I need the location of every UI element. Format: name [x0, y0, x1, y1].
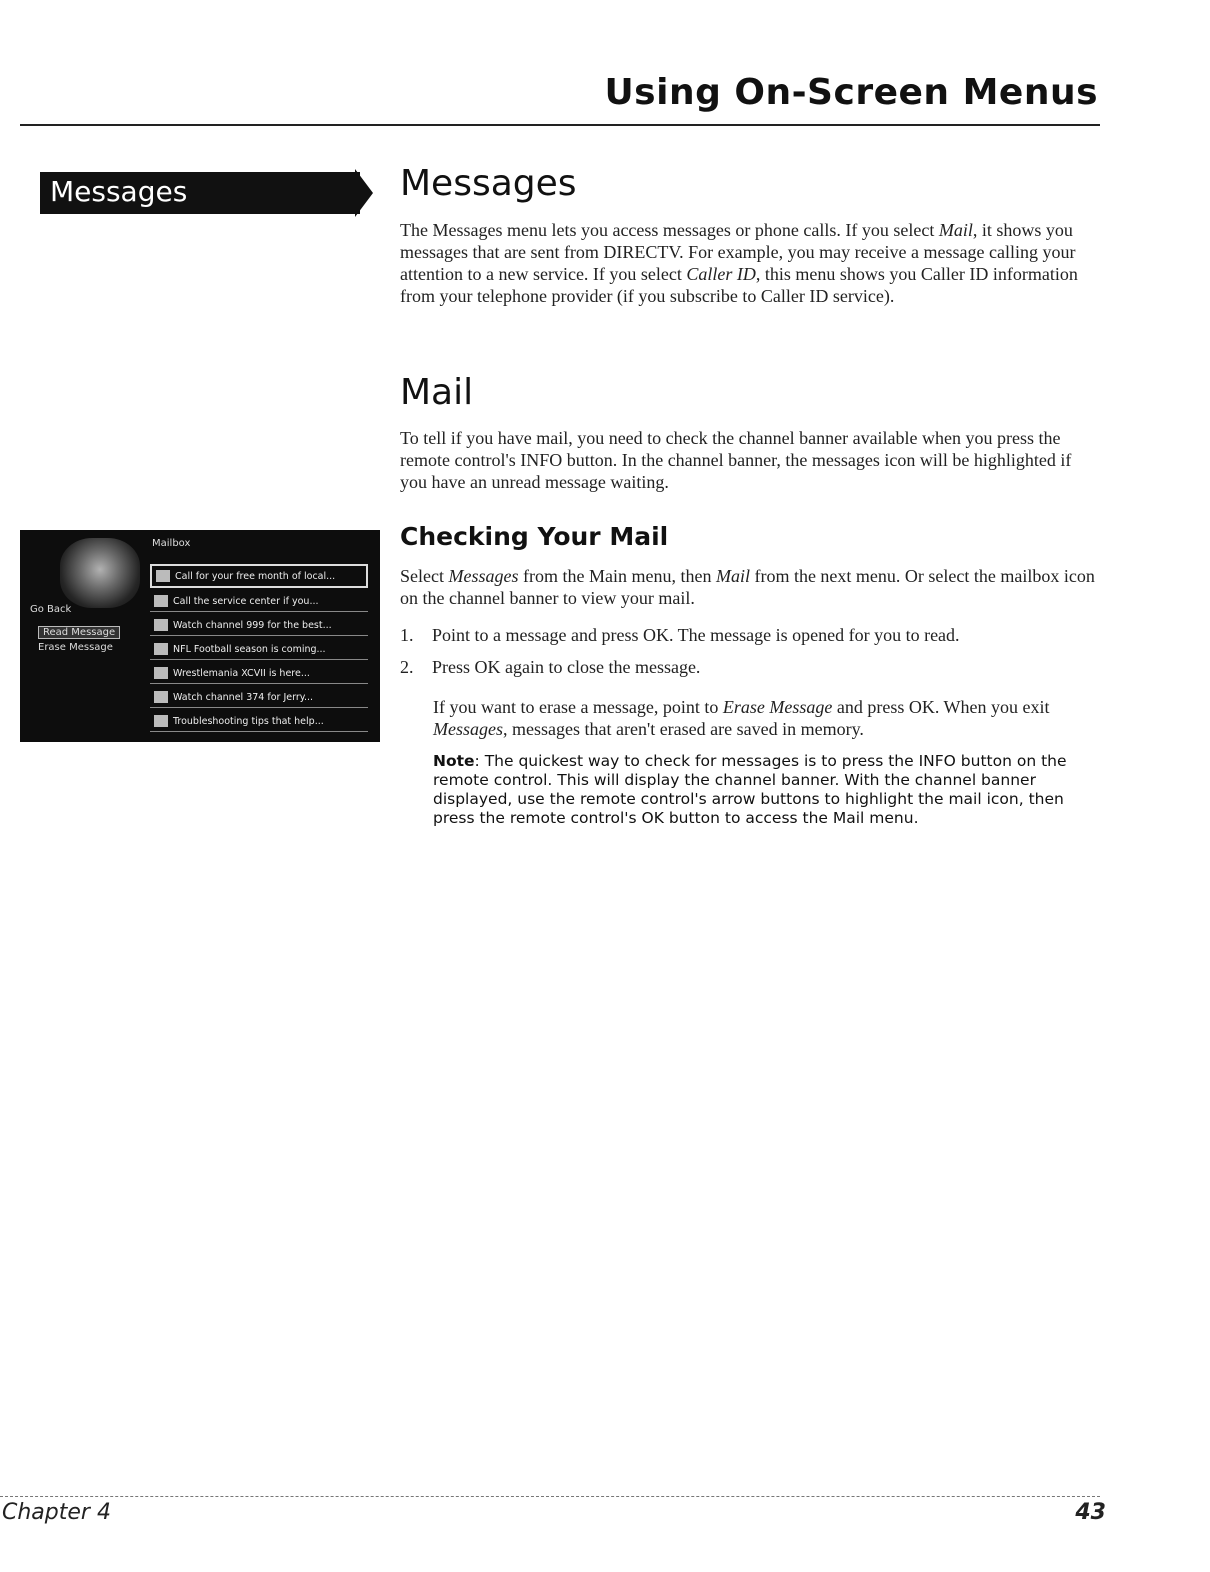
mail-icon: [154, 715, 168, 727]
message-item: Troubleshooting tips that help...: [150, 711, 368, 732]
mail-body: To tell if you have mail, you need to check the channel banner available when you press the remote control's INFO button. In the channel banner, the messages icon will be highlighted if you have an unread message waiting.: [400, 428, 1072, 492]
messages-heading: Messages: [400, 163, 577, 204]
mailbox-screenshot: [20, 530, 380, 742]
checking-intro: Select Messages from the Main menu, then Mail from the next menu. Or select the mailbox icon on the channel banner to view your mail.: [400, 566, 1095, 608]
mascot-image: [60, 538, 140, 608]
message-item: Call for your free month of local...: [150, 564, 368, 588]
footer-rule: [0, 1496, 1100, 1498]
message-item: Watch channel 374 for Jerry...: [150, 687, 368, 708]
section-tab: Messages: [40, 172, 360, 214]
message-item: NFL Football season is coming...: [150, 639, 368, 660]
mail-heading: Mail: [400, 372, 474, 413]
header-rule: [20, 124, 1100, 126]
footer-chapter: Chapter 4: [2, 1500, 111, 1525]
messages-body: The Messages menu lets you access messages or phone calls. If you select Mail, it shows you messages that are sent from DIRECTV. For example, you may receive a message calling your attention to a new service. If you select Caller ID, this menu shows you Caller ID information from your telephone provider (if you subscribe to Caller ID service).: [400, 220, 1078, 306]
message-list: [150, 564, 368, 735]
mail-icon: [156, 570, 170, 582]
mail-icon: [154, 595, 168, 607]
message-item: Call the service center if you...: [150, 591, 368, 612]
step-item: 1. Point to a message and press OK. The message is opened for you to read.: [400, 625, 960, 645]
checking-steps: [400, 624, 1100, 688]
section-tab-arrow: [355, 169, 373, 217]
mail-icon: [154, 643, 168, 655]
erase-message-option: Erase Message: [38, 642, 113, 653]
mail-icon: [154, 667, 168, 679]
mailbox-title: Mailbox: [152, 538, 191, 549]
step-item: 2. Press OK again to close the message.: [400, 657, 701, 677]
read-message-option: Read Message: [38, 626, 120, 639]
go-back-option: Go Back: [30, 604, 72, 615]
checking-heading: Checking Your Mail: [400, 522, 669, 551]
message-item: Wrestlemania XCVII is here...: [150, 663, 368, 684]
page-header-title: Using On-Screen Menus: [604, 72, 1098, 113]
mail-icon: [154, 619, 168, 631]
mail-icon: [154, 691, 168, 703]
page-number: 43: [1075, 1500, 1106, 1525]
erase-paragraph: If you want to erase a message, point to Erase Message and press OK. When you exit Messages, messages that aren't erased are saved in memory.: [433, 697, 1050, 739]
message-item: Watch channel 999 for the best...: [150, 615, 368, 636]
note: Note: The quickest way to check for messages is to press the INFO button on the remote control. This will display the channel banner. With the channel banner displayed, use the remote control's arrow buttons to highlight the mail icon, then press the remote control's OK button to access the Mail menu.: [433, 752, 1067, 827]
